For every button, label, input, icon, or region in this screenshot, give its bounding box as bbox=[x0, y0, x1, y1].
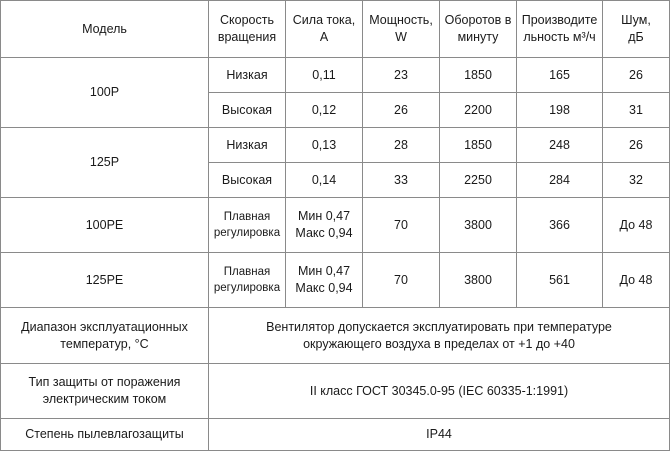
capacity-cell: 284 bbox=[517, 163, 603, 198]
extra-row bbox=[1, 419, 670, 451]
speed-value: Высокая bbox=[221, 172, 273, 187]
capacity-cell: 366 bbox=[517, 198, 603, 253]
rpm-cell: 1850 bbox=[440, 58, 517, 93]
speed-value: Плавная bbox=[223, 211, 271, 223]
header-current-line: Сила тока, bbox=[292, 13, 356, 27]
model-row bbox=[1, 198, 670, 253]
model-row bbox=[1, 58, 670, 93]
header-current bbox=[286, 1, 363, 58]
current-cell bbox=[286, 58, 363, 93]
current-cell bbox=[286, 198, 363, 253]
power-cell: 70 bbox=[363, 198, 440, 253]
current-value: Мин 0,47 bbox=[297, 209, 351, 223]
current-cell bbox=[286, 163, 363, 198]
capacity-cell: 198 bbox=[517, 93, 603, 128]
extra-row bbox=[1, 364, 670, 419]
speed-value: Низкая bbox=[226, 137, 268, 152]
current-cell bbox=[286, 253, 363, 308]
current-value: Мин 0,47 bbox=[297, 264, 351, 278]
header-row bbox=[1, 1, 670, 58]
power-cell: 70 bbox=[363, 253, 440, 308]
speed-cell bbox=[209, 198, 286, 253]
current-value: 0,14 bbox=[311, 172, 337, 187]
noise-cell: До 48 bbox=[603, 198, 670, 253]
extra-label-line: Диапазон эксплуатационных bbox=[21, 319, 188, 334]
model-row bbox=[1, 253, 670, 308]
rpm-cell: 3800 bbox=[440, 198, 517, 253]
header-rpm bbox=[440, 1, 517, 58]
spec-table-body bbox=[1, 1, 670, 451]
speed-cell bbox=[209, 253, 286, 308]
header-capacity-line: Производите bbox=[521, 13, 598, 27]
extra-value bbox=[209, 419, 670, 451]
current-cell bbox=[286, 93, 363, 128]
extra-value-line: II класс ГОСТ 30345.0-95 (IEC 60335-1:1991) bbox=[309, 383, 569, 398]
current-value: 0,11 bbox=[312, 67, 336, 82]
noise-cell: 32 bbox=[603, 163, 670, 198]
header-noise-line: Шум, bbox=[621, 13, 651, 27]
header-speed-line: вращения bbox=[217, 30, 277, 44]
current-cell bbox=[286, 128, 363, 163]
current-value: 0,12 bbox=[311, 102, 337, 117]
extra-row bbox=[1, 308, 670, 364]
header-capacity-line: льность м³/ч bbox=[523, 30, 596, 44]
current-value: Макс 0,94 bbox=[295, 281, 353, 295]
speed-value: Низкая bbox=[226, 67, 268, 82]
power-cell: 33 bbox=[363, 163, 440, 198]
current-value: Макс 0,94 bbox=[295, 226, 353, 240]
rpm-cell: 1850 bbox=[440, 128, 517, 163]
header-speed-line: Скорость bbox=[220, 13, 274, 27]
speed-cell bbox=[209, 58, 286, 93]
speed-value: регулировка bbox=[213, 282, 281, 294]
extra-label bbox=[1, 364, 209, 419]
extra-value-line: окружающего воздуха в пределах от +1 до +40 bbox=[303, 336, 575, 351]
header-noise bbox=[603, 1, 670, 58]
header-current-line: А bbox=[319, 30, 329, 44]
header-rpm-line: Оборотов в bbox=[444, 13, 512, 27]
header-model: Модель bbox=[1, 1, 209, 58]
header-noise-line: дБ bbox=[628, 30, 644, 44]
extra-value bbox=[209, 308, 670, 364]
capacity-cell: 165 bbox=[517, 58, 603, 93]
model-name: 125РЕ bbox=[1, 253, 209, 308]
header-power bbox=[363, 1, 440, 58]
header-power-line: Мощность, bbox=[369, 13, 433, 27]
header-speed bbox=[209, 1, 286, 58]
speed-cell bbox=[209, 93, 286, 128]
extra-label bbox=[1, 419, 209, 451]
extra-label-line: электрическим током bbox=[42, 392, 167, 406]
power-cell: 28 bbox=[363, 128, 440, 163]
header-rpm-line: минуту bbox=[457, 30, 499, 44]
noise-cell: 31 bbox=[603, 93, 670, 128]
power-cell: 23 bbox=[363, 58, 440, 93]
speed-cell bbox=[209, 128, 286, 163]
speed-cell bbox=[209, 163, 286, 198]
header-capacity bbox=[517, 1, 603, 58]
capacity-cell: 561 bbox=[517, 253, 603, 308]
noise-cell: 26 bbox=[603, 128, 670, 163]
model-name: 100Р bbox=[1, 58, 209, 128]
speed-value: Плавная bbox=[223, 266, 271, 278]
extra-label-line: температур, °С bbox=[60, 336, 149, 351]
noise-cell: 26 bbox=[603, 58, 670, 93]
header-power-line: W bbox=[395, 30, 407, 44]
extra-label-line: Тип защиты от поражения bbox=[28, 375, 181, 389]
capacity-cell: 248 bbox=[517, 128, 603, 163]
extra-label-line: Степень пылевлагозащиты bbox=[25, 427, 184, 441]
noise-cell: До 48 bbox=[603, 253, 670, 308]
model-name: 125Р bbox=[1, 128, 209, 198]
extra-value-line: IP44 bbox=[426, 427, 452, 441]
model-name: 100РЕ bbox=[1, 198, 209, 253]
speed-value: регулировка bbox=[213, 227, 281, 239]
extra-label bbox=[1, 308, 209, 364]
extra-value bbox=[209, 364, 670, 419]
model-row bbox=[1, 128, 670, 163]
extra-value-line: Вентилятор допускается эксплуатировать при температуре bbox=[266, 319, 612, 334]
speed-value: Высокая bbox=[221, 102, 273, 117]
current-value: 0,13 bbox=[311, 137, 337, 152]
power-cell: 26 bbox=[363, 93, 440, 128]
rpm-cell: 2200 bbox=[440, 93, 517, 128]
rpm-cell: 3800 bbox=[440, 253, 517, 308]
rpm-cell: 2250 bbox=[440, 163, 517, 198]
